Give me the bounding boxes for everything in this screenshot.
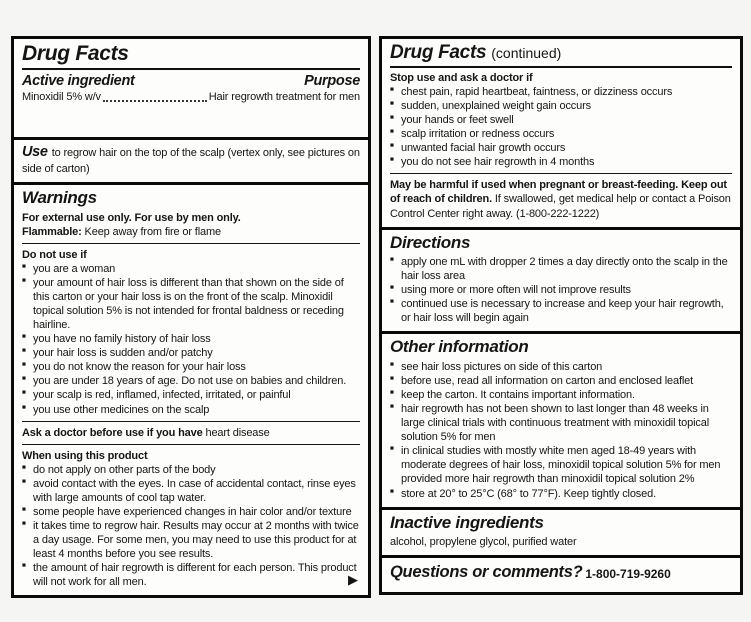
- bullet-square-icon: ■: [22, 361, 26, 369]
- bullet-item: [390, 360, 732, 374]
- bullet-square-icon: ■: [22, 262, 26, 270]
- bullet-text: chest pain, rapid heartbeat, faintness, or dizziness occurs: [401, 85, 673, 98]
- bullet-text: it takes time to regrow hair. Results may occur at 2 months with twice a day usage. For some men, you may need to use this product for at least 4 months before you see results.: [33, 520, 359, 561]
- bullet-item: [390, 283, 732, 297]
- stop-use-heading: Stop use and ask a doctor if: [390, 71, 533, 84]
- use-line: [22, 143, 360, 176]
- bullet-square-icon: ■: [390, 256, 394, 264]
- bullet-item: [22, 561, 360, 589]
- bullet-item: [22, 332, 360, 346]
- bullet-item: [390, 155, 732, 169]
- bullet-square-icon: ■: [390, 388, 394, 396]
- bullet-square-icon: ■: [22, 520, 26, 528]
- bullet-text: avoid contact with the eyes. In case of accidental contact, rinse eyes with large amounts of cool tap water.: [33, 477, 356, 504]
- flammable-rest: Keep away from fire or flame: [84, 225, 221, 238]
- directions-list: [390, 255, 732, 325]
- warnings-heading: Warnings: [22, 188, 97, 208]
- inactive-ingredients-panel: [379, 507, 743, 558]
- bullet-item: [390, 487, 732, 501]
- questions-panel: [379, 555, 743, 595]
- bullet-square-icon: ■: [22, 389, 26, 397]
- left-column: [11, 36, 371, 598]
- do-not-use-heading: Do not use if: [22, 248, 87, 261]
- bullet-square-icon: ■: [390, 360, 394, 368]
- flammable-line: [22, 225, 360, 239]
- bullet-text: you have no family history of hair loss: [33, 333, 211, 346]
- bullet-item: [390, 99, 732, 113]
- purpose-value: Hair regrowth treatment for men: [208, 91, 360, 104]
- use-heading: Use: [22, 144, 48, 160]
- bullet-item: [390, 402, 732, 444]
- bullet-item: [22, 374, 360, 388]
- pregnancy-warning-bold: May be harmful if used when pregnant or breast-feeding. Keep out of reach of children.: [390, 179, 727, 206]
- bullet-text: you do not see hair regrowth in 4 months: [401, 156, 595, 169]
- bullet-text: before use, read all information on carton and enclosed leaflet: [401, 374, 694, 387]
- bullet-square-icon: ■: [390, 403, 394, 411]
- bullet-square-icon: ■: [390, 142, 394, 150]
- bullet-item: [22, 463, 360, 477]
- pregnancy-warning-rest: If swallowed, get medical help or contact a Poison Control Center right away. (1-800-222-1222): [390, 193, 731, 220]
- use-text: to regrow hair on the top of the scalp (vertex only, see pictures on side of carton): [22, 147, 360, 175]
- bullet-item: [22, 519, 360, 561]
- title-rule: [390, 66, 732, 68]
- bullet-item: [390, 141, 732, 155]
- pregnancy-warning: [390, 178, 732, 220]
- questions-heading: Questions or comments?: [390, 562, 583, 581]
- bullet-item: [22, 262, 360, 276]
- bullet-text: you are under 18 years of age. Do not use on babies and children.: [33, 375, 347, 388]
- use-panel: [11, 137, 371, 185]
- drug-facts-header-panel: [11, 36, 371, 140]
- questions-row: [390, 563, 671, 585]
- inactive-ingredients-heading: Inactive ingredients: [390, 512, 544, 532]
- bullet-square-icon: ■: [22, 375, 26, 383]
- bullet-text: your hands or feet swell: [401, 114, 514, 127]
- when-using-list: [22, 463, 360, 590]
- bullet-item: [390, 388, 732, 402]
- bullet-text: scalp irritation or redness occurs: [401, 128, 555, 141]
- bullet-text: you do not know the reason for your hair loss: [33, 361, 246, 374]
- right-column: [379, 36, 743, 598]
- active-ingredient-row: [22, 73, 360, 89]
- external-use-line: For external use only. For use by men only.: [22, 211, 241, 224]
- drug-facts-label: [11, 36, 743, 598]
- drug-facts-continued-title: Drug Facts: [390, 42, 487, 63]
- bullet-item: [22, 276, 360, 332]
- continued-label: (continued): [491, 45, 562, 61]
- bullet-item: [22, 388, 360, 402]
- bullet-item: [390, 113, 732, 127]
- purpose-heading: Purpose: [304, 73, 360, 90]
- questions-phone: 1-800-719-9260: [585, 566, 671, 581]
- directions-heading: Directions: [390, 232, 471, 252]
- divider: [22, 421, 360, 422]
- active-ingredient-value: Minoxidil 5% w/v: [22, 91, 101, 104]
- bullet-item: [22, 505, 360, 519]
- bullet-square-icon: ■: [390, 85, 394, 93]
- other-information-list: [390, 360, 732, 501]
- bullet-text: store at 20° to 25°C (68° to 77°F). Keep tightly closed.: [401, 487, 656, 500]
- when-using-heading: When using this product: [22, 449, 148, 462]
- bullet-square-icon: ■: [390, 487, 394, 495]
- bullet-square-icon: ■: [390, 100, 394, 107]
- bullet-item: [390, 85, 732, 99]
- bullet-text: the amount of hair regrowth is different for each person. This product will not work for all men.: [33, 562, 357, 589]
- active-ingredient-heading: Active ingredient: [22, 73, 135, 90]
- drug-facts-continued-title-row: [390, 42, 732, 64]
- bullet-text: keep the carton. It contains important information.: [401, 388, 635, 401]
- bullet-text: sudden, unexplained weight gain occurs: [401, 100, 591, 112]
- bullet-text: in clinical studies with mostly white men aged 18-49 years with moderate degrees of hair loss, minoxidil topical solution 5% for men provided more hair regrowth than minoxidil topical solution 2%: [401, 445, 721, 486]
- ask-doctor-rest: heart disease: [205, 426, 270, 439]
- warnings-panel: [11, 182, 371, 598]
- flammable-bold: Flammable:: [22, 225, 82, 238]
- bullet-text: you are a woman: [33, 262, 116, 275]
- bullet-item: [390, 444, 732, 486]
- ingredient-purpose-line: [22, 90, 360, 104]
- drug-facts-continued-panel: [379, 36, 743, 230]
- dotted-leader: [103, 100, 207, 102]
- bullet-item: [390, 297, 732, 325]
- bullet-item: [390, 127, 732, 141]
- directions-panel: [379, 227, 743, 335]
- stop-use-list: [390, 85, 732, 169]
- inactive-ingredients-text: alcohol, propylene glycol, purified water: [390, 535, 577, 548]
- bullet-square-icon: ■: [390, 445, 394, 453]
- do-not-use-list: [22, 262, 360, 417]
- bullet-square-icon: ■: [390, 284, 394, 292]
- bullet-item: [22, 346, 360, 360]
- bullet-square-icon: ■: [390, 114, 394, 122]
- ask-doctor-bold: Ask a doctor before use if you have: [22, 426, 203, 439]
- bullet-text: see hair loss pictures on side of this carton: [401, 360, 603, 373]
- divider: [390, 173, 732, 174]
- bullet-square-icon: ■: [22, 506, 26, 514]
- bullet-square-icon: ■: [390, 374, 394, 382]
- bullet-square-icon: ■: [22, 333, 26, 341]
- other-information-heading: Other information: [390, 337, 529, 357]
- bullet-square-icon: ■: [390, 298, 394, 306]
- bullet-text: your amount of hair loss is different than that shown on the side of this carton or your hair loss is on the front of the scalp. Minoxidil topical solution 5% is not intended for frontal baldness or receding hairline.: [33, 276, 344, 332]
- continued-arrow-icon: ▶: [348, 572, 358, 588]
- bullet-item: [22, 403, 360, 417]
- bullet-item: [390, 255, 732, 283]
- bullet-square-icon: ■: [390, 156, 394, 164]
- divider: [22, 243, 360, 244]
- bullet-square-icon: ■: [22, 276, 26, 284]
- bullet-square-icon: ■: [22, 403, 26, 411]
- bullet-text: some people have experienced changes in hair color and/or texture: [33, 506, 352, 519]
- other-information-panel: [379, 331, 743, 509]
- title-rule: [22, 68, 360, 70]
- bullet-text: hair regrowth has not been shown to last longer than 48 weeks in large clinical trials with continuous treatment with minoxidil topical solution 5% for men: [401, 403, 710, 444]
- bullet-square-icon: ■: [22, 463, 26, 471]
- bullet-text: using more or more often will not improve results: [401, 284, 631, 297]
- bullet-square-icon: ■: [22, 347, 26, 355]
- bullet-text: unwanted facial hair growth occurs: [401, 142, 566, 155]
- bullet-text: your hair loss is sudden and/or patchy: [33, 347, 213, 360]
- bullet-text: apply one mL with dropper 2 times a day directly onto the scalp in the hair loss area: [401, 256, 728, 283]
- bullet-square-icon: ■: [22, 562, 26, 570]
- bullet-item: [390, 374, 732, 388]
- bullet-square-icon: ■: [22, 477, 26, 485]
- ask-doctor-line: [22, 426, 360, 440]
- bullet-square-icon: ■: [390, 128, 394, 136]
- bullet-text: do not apply on other parts of the body: [33, 463, 216, 476]
- bullet-item: [22, 477, 360, 505]
- bullet-text: your scalp is red, inflamed, infected, irritated, or painful: [33, 389, 291, 402]
- drug-facts-title: Drug Facts: [22, 42, 129, 65]
- bullet-item: [22, 360, 360, 374]
- divider: [22, 444, 360, 445]
- bullet-text: continued use is necessary to increase and keep your hair regrowth, or hair loss will begin again: [401, 298, 724, 325]
- bullet-text: you use other medicines on the scalp: [33, 403, 210, 416]
